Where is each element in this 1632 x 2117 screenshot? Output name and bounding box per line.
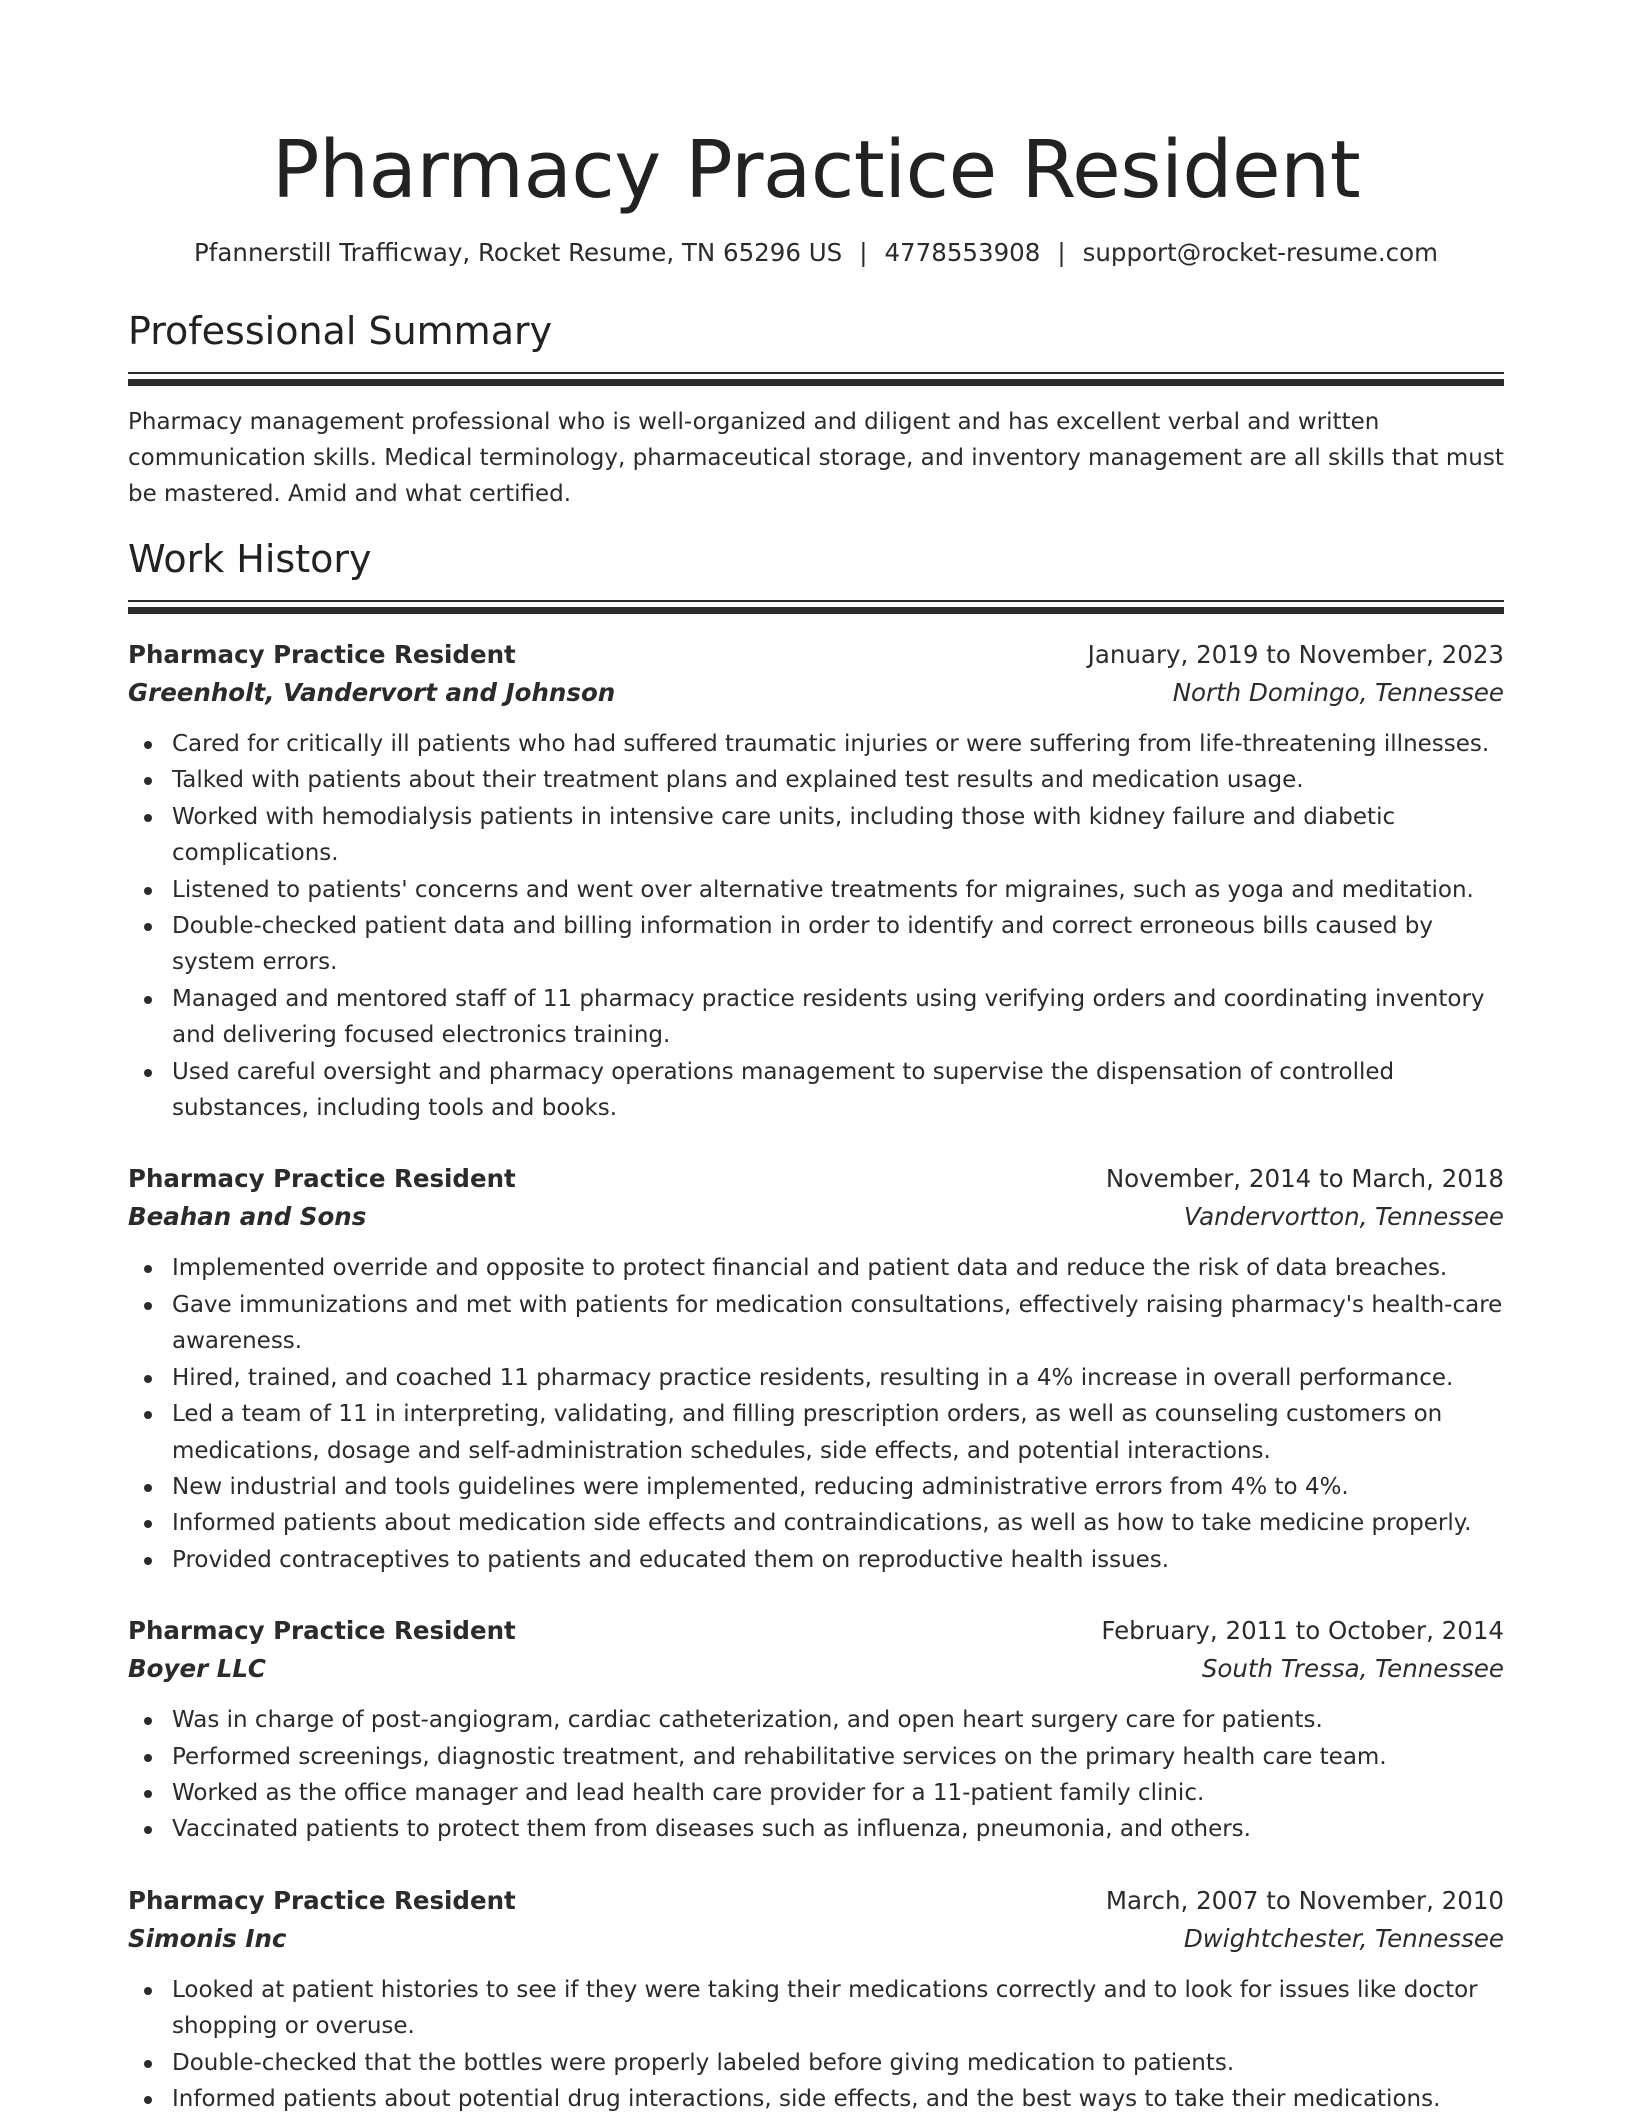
job-title: Pharmacy Practice Resident [128, 1164, 516, 1194]
bullet-item: Double-checked patient data and billing information in order to identify and correct erroneous bills caused by system errors. [128, 908, 1504, 981]
job-bullets [128, 726, 1504, 1126]
section-divider [128, 600, 1504, 614]
section-divider [128, 372, 1504, 386]
bullet-item: Was in charge of post-angiogram, cardiac catheterization, and open heart surgery care for patients. [128, 1702, 1504, 1738]
job-company: Simonis Inc [128, 1923, 287, 1953]
bullet-item: Performed screenings, diagnostic treatment, and rehabilitative services on the primary health care team. [128, 1739, 1504, 1775]
bullet-item: Implemented override and opposite to protect financial and patient data and reduce the risk of data breaches. [128, 1250, 1504, 1286]
job-dates: February, 2011 to October, 2014 [1101, 1616, 1504, 1646]
contact-line [128, 236, 1504, 270]
job-subheader [128, 1650, 1504, 1688]
job-location: South Tressa, Tennessee [1201, 1654, 1504, 1684]
job-bullets [128, 1972, 1504, 2117]
contact-separator: | [1057, 238, 1066, 267]
job-entry [128, 636, 1504, 1126]
resume-page [128, 0, 1504, 2117]
job-subheader [128, 1920, 1504, 1958]
bullet-item: New industrial and tools guidelines were implemented, reducing administrative errors from 4% to 4%. [128, 1469, 1504, 1505]
work-history-heading: Work History [128, 537, 372, 581]
job-bullets [128, 1250, 1504, 1578]
job-header [128, 1160, 1504, 1198]
contact-address: Pfannerstill Trafficway, Rocket Resume, TN 65296 US [194, 238, 843, 267]
job-title: Pharmacy Practice Resident [128, 1885, 516, 1915]
job-dates: March, 2007 to November, 2010 [1105, 1885, 1504, 1915]
job-bullets [128, 1702, 1504, 1848]
bullet-item: Provided contraceptives to patients and educated them on reproductive health issues. [128, 1542, 1504, 1578]
job-dates: November, 2014 to March, 2018 [1105, 1164, 1504, 1194]
job-entry [128, 1612, 1504, 1848]
bullet-item: Cared for critically ill patients who had suffered traumatic injuries or were suffering from life-threatening illnesses. [128, 726, 1504, 762]
job-location: North Domingo, Tennessee [1172, 678, 1504, 707]
bullet-item: Used careful oversight and pharmacy operations management to supervise the dispensation of controlled substances, including tools and books. [128, 1054, 1504, 1127]
job-company: Greenholt, Vandervort and Johnson [128, 678, 616, 707]
job-company: Beahan and Sons [128, 1202, 367, 1232]
summary-heading: Professional Summary [128, 309, 553, 353]
job-entry [128, 1160, 1504, 1578]
job-header [128, 1882, 1504, 1920]
contact-separator: | [859, 238, 868, 267]
job-title: Pharmacy Practice Resident [128, 1616, 516, 1646]
bullet-item: Managed and mentored staff of 11 pharmacy practice residents using verifying orders and coordinating inventory and delivering focused electronics training. [128, 981, 1504, 1054]
bullet-item: Talked with patients about their treatment plans and explained test results and medication usage. [128, 762, 1504, 798]
bullet-item: Double-checked that the bottles were properly labeled before giving medication to patients. [128, 2045, 1504, 2081]
job-dates: January, 2019 to November, 2023 [1087, 640, 1504, 669]
bullet-item: Informed patients about potential drug interactions, side effects, and the best ways to take their medications. [128, 2081, 1504, 2117]
bullet-item: Gave immunizations and met with patients for medication consultations, effectively raising pharmacy's health-care awareness. [128, 1287, 1504, 1360]
bullet-item: Worked as the office manager and lead health care provider for a 11-patient family clinic. [128, 1775, 1504, 1811]
job-header [128, 1612, 1504, 1650]
resume-name: Pharmacy Practice Resident [271, 124, 1361, 216]
job-subheader [128, 1198, 1504, 1236]
job-company: Boyer LLC [128, 1654, 266, 1684]
bullet-item: Informed patients about medication side effects and contraindications, as well as how to take medicine properly. [128, 1505, 1504, 1541]
bullet-item: Vaccinated patients to protect them from diseases such as influenza, pneumonia, and others. [128, 1811, 1504, 1847]
contact-email[interactable]: support@rocket-resume.com [1082, 238, 1438, 267]
bullet-item: Worked with hemodialysis patients in intensive care units, including those with kidney failure and diabetic complications. [128, 799, 1504, 872]
bullet-item: Hired, trained, and coached 11 pharmacy practice residents, resulting in a 4% increase in overall performance. [128, 1360, 1504, 1396]
bullet-item: Looked at patient histories to see if they were taking their medications correctly and to look for issues like doctor shopping or overuse. [128, 1972, 1504, 2045]
job-location: Vandervortton, Tennessee [1183, 1202, 1504, 1232]
job-subheader [128, 674, 1504, 712]
bullet-item: Led a team of 11 in interpreting, validating, and filling prescription orders, as well as counseling customers on medications, dosage and self-administration schedules, side effects, and potential interactions. [128, 1396, 1504, 1469]
job-title: Pharmacy Practice Resident [128, 640, 516, 669]
job-location: Dwightchester, Tennessee [1183, 1923, 1504, 1953]
job-list [128, 636, 1504, 2117]
bullet-item: Listened to patients' concerns and went over alternative treatments for migraines, such as yoga and meditation. [128, 872, 1504, 908]
job-entry [128, 1882, 1504, 2117]
summary-text: Pharmacy management professional who is well-organized and diligent and has excellent verbal and written communication skills. Medical terminology, pharmaceutical storage, and inventory management are all skills that must be mastered. Amid and what certified. [128, 409, 1504, 507]
contact-phone: 4778553908 [884, 238, 1041, 267]
job-header [128, 636, 1504, 674]
